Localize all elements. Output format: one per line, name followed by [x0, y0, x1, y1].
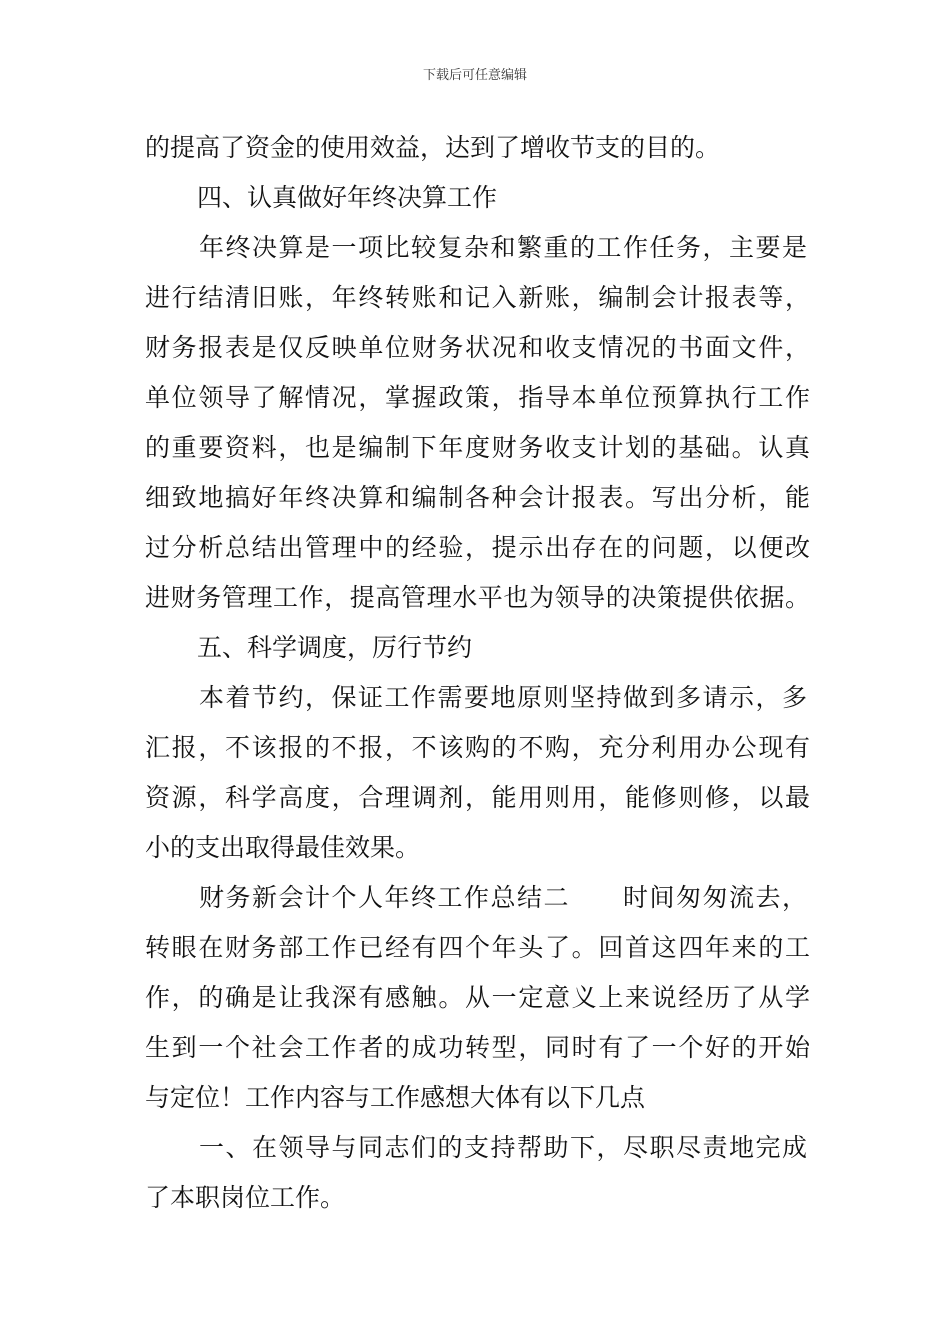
- text-line: 资源，科学高度，合理调剂，能用则用，能修则修，以最: [145, 783, 810, 812]
- text-line: 进行结清旧账，年终转账和记入新账，编制会计报表等，: [145, 283, 810, 312]
- text-line: 细致地搞好年终决算和编制各种会计报表。写出分析，能: [145, 483, 810, 512]
- text-line: 汇报，不该报的不报，不该购的不购，充分利用办公现有: [145, 733, 810, 762]
- text-line: 进财务管理工作，提高管理水平也为领导的决策提供依据。: [145, 583, 810, 612]
- text-line: 生到一个社会工作者的成功转型，同时有了一个好的开始: [145, 1033, 810, 1062]
- text-line: 的重要资料，也是编制下年度财务收支计划的基础。认真: [145, 433, 810, 462]
- text-line: 财务报表是仅反映单位财务状况和收支情况的书面文件，: [145, 333, 810, 362]
- text-line: 与定位！工作内容与工作感想大体有以下几点: [145, 1083, 646, 1112]
- text-line: 作，的确是让我深有感触。从一定意义上来说经历了从学: [145, 983, 810, 1012]
- text-line: 的提高了资金的使用效益，达到了增收节支的目的。: [145, 133, 721, 162]
- text-line: 单位领导了解情况，掌握政策，指导本单位预算执行工作: [145, 383, 810, 412]
- text-line: 年终决算是一项比较复杂和繁重的工作任务，主要是: [199, 233, 807, 262]
- section-heading: 五、科学调度，厉行节约: [197, 633, 473, 662]
- text-line: 财务新会计个人年终工作总结二 时间匆匆流去，: [199, 883, 807, 912]
- text-line: 转眼在财务部工作已经有四个年头了。回首这四年来的工: [145, 933, 810, 962]
- text-line: 一、在领导与同志们的支持帮助下，尽职尽责地完成: [199, 1133, 807, 1162]
- text-line: 本着节约，保证工作需要地原则坚持做到多请示，多: [199, 683, 807, 712]
- section-heading: 四、认真做好年终决算工作: [197, 183, 498, 212]
- page-header-note: 下载后可任意编辑: [422, 68, 527, 83]
- text-line: 过分析总结出管理中的经验，提示出存在的问题，以便改: [145, 533, 810, 562]
- text-line: 小的支出取得最佳效果。: [145, 833, 421, 862]
- text-line: 了本职岗位工作。: [145, 1183, 346, 1212]
